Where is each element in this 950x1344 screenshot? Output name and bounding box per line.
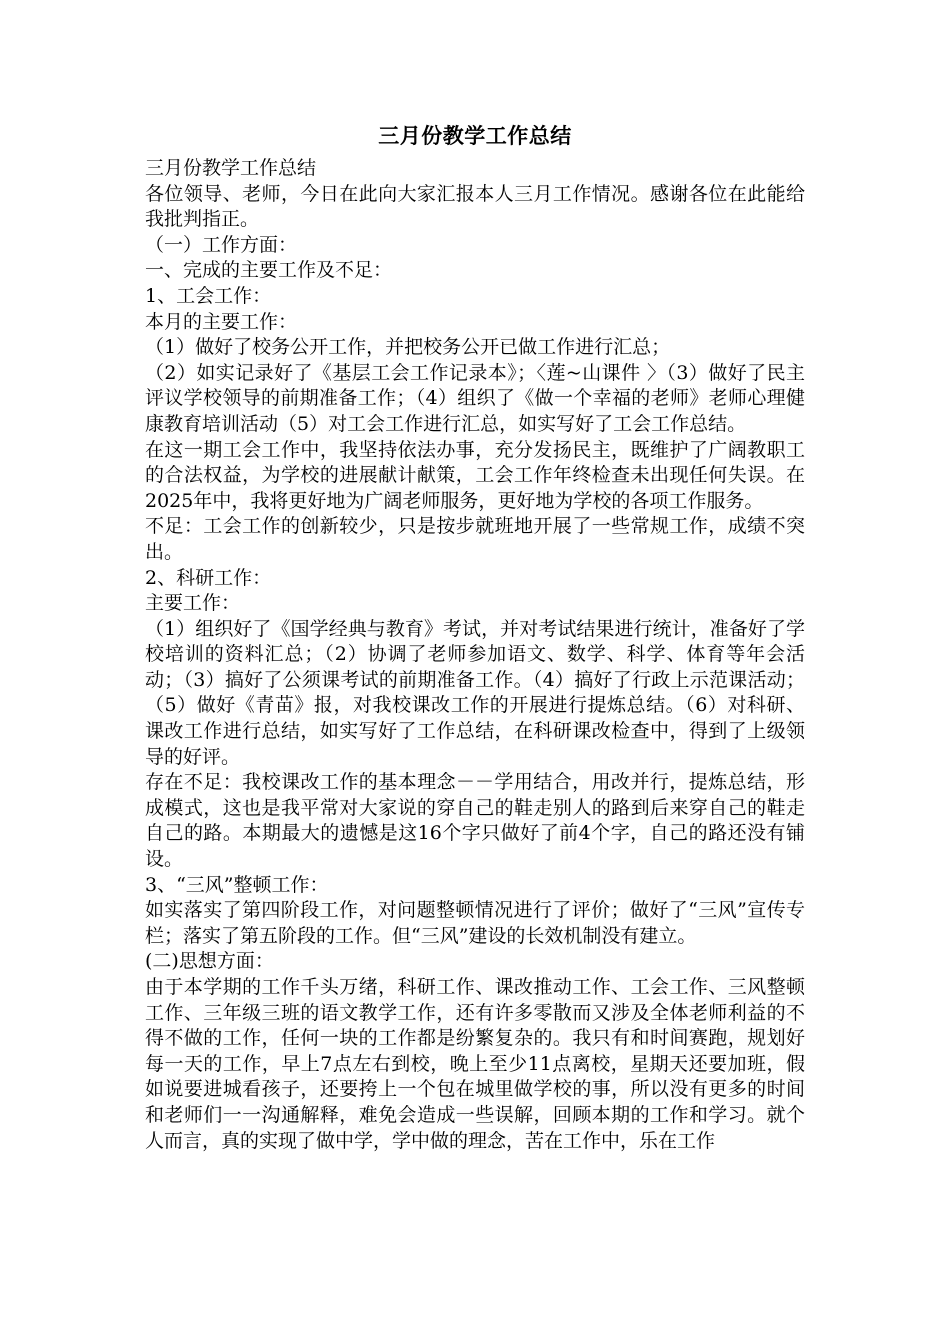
paragraph: 1、工会工作： — [145, 284, 272, 307]
paragraph: 本月的主要工作： — [145, 310, 298, 333]
paragraph: 3、“三风”整顿工作： — [145, 873, 329, 896]
document-title: 三月份教学工作总结 — [378, 123, 572, 148]
paragraph: （1）做好了校务公开工作，并把校务公开已做工作进行汇总； — [145, 336, 671, 359]
paragraph: 三月份教学工作总结 — [145, 157, 317, 179]
paragraph: 在这一期工会工作中，我坚持依法办事，充分发扬民主，既维护了广阔教职工的合法权益，为学校的进展献计献策，工会工作年终检查未出现任何失误。在2025年中，我将更好地为广阔老师服务，更好地为学校的各项工作服务。 — [145, 438, 805, 512]
document-page — [145, 118, 805, 1154]
document-body — [145, 156, 805, 1154]
paragraph: 2、科研工作： — [145, 566, 272, 589]
paragraph: 不足：工会工作的创新较少，只是按步就班地开展了一些常规工作，成绩不突出。 — [145, 515, 805, 563]
paragraph: 一、完成的主要工作及不足： — [145, 259, 393, 282]
paragraph: 各位领导、老师，今日在此向大家汇报本人三月工作情况。感谢各位在此能给我批判指正。 — [145, 182, 805, 231]
paragraph: （2）如实记录好了《基层工会工作记录本》；〈莲~山课件 〉（3）做好了民主评议学校领导的前期准备工作；（4）组织了《做一个幸福的老师》老师心理健康教育培训活动（5）对工会工作进行汇总，如实写好了工会工作总结。 — [145, 361, 805, 435]
paragraph: 存在不足：我校课改工作的基本理念－－学用结合，用改并行，提炼总结，形成模式，这也是我平常对大家说的穿自己的鞋走别人的路到后来穿自己的鞋走自己的路。本期最大的遗憾是这16个字只做好了前4个字，自己的路还没有铺设。 — [145, 771, 805, 871]
paragraph: (二)思想方面： — [145, 950, 274, 973]
paragraph: 如实落实了第四阶段工作，对问题整顿情况进行了评价；做好了“三风”宣传专栏；落实了第五阶段的工作。但“三风”建设的长效机制没有建立。 — [145, 899, 805, 947]
paragraph: 主要工作： — [145, 592, 241, 615]
paragraph: （1）组织好了《国学经典与教育》考试，并对考试结果进行统计，准备好了学校培训的资料汇总；（2）协调了老师参加语文、数学、科学、体育等年会活动；（3）搞好了公须课考试的前期准备工作。（4）搞好了行政上示范课活动；（5）做好《青苗》报，对我校课改工作的开展进行提炼总结。（6）对科研、课改工作进行总结，如实写好了工作总结，在科研课改检查中，得到了上级领导的好评。 — [145, 617, 805, 768]
paragraph: （一）工作方面： — [145, 233, 298, 256]
paragraph: 由于本学期的工作千头万绪，科研工作、课改推动工作、工会工作、三风整顿工作、三年级三班的语文教学工作，还有许多零散而又涉及全体老师利益的不得不做的工作，任何一块的工作都是纷繁复杂的。我只有和时间赛跑，规划好每一天的工作，早上7点左右到校，晚上至少11点离校，星期天还要加班，假如说要进城看孩子，还要挎上一个包在城里做学校的事，所以没有更多的时间和老师们一一沟通解释，难免会造成一些误解，回顾本期的工作和学习。就个人而言，真的实现了做中学，学中做的理念，苦在工作中，乐在工作 — [145, 976, 805, 1152]
